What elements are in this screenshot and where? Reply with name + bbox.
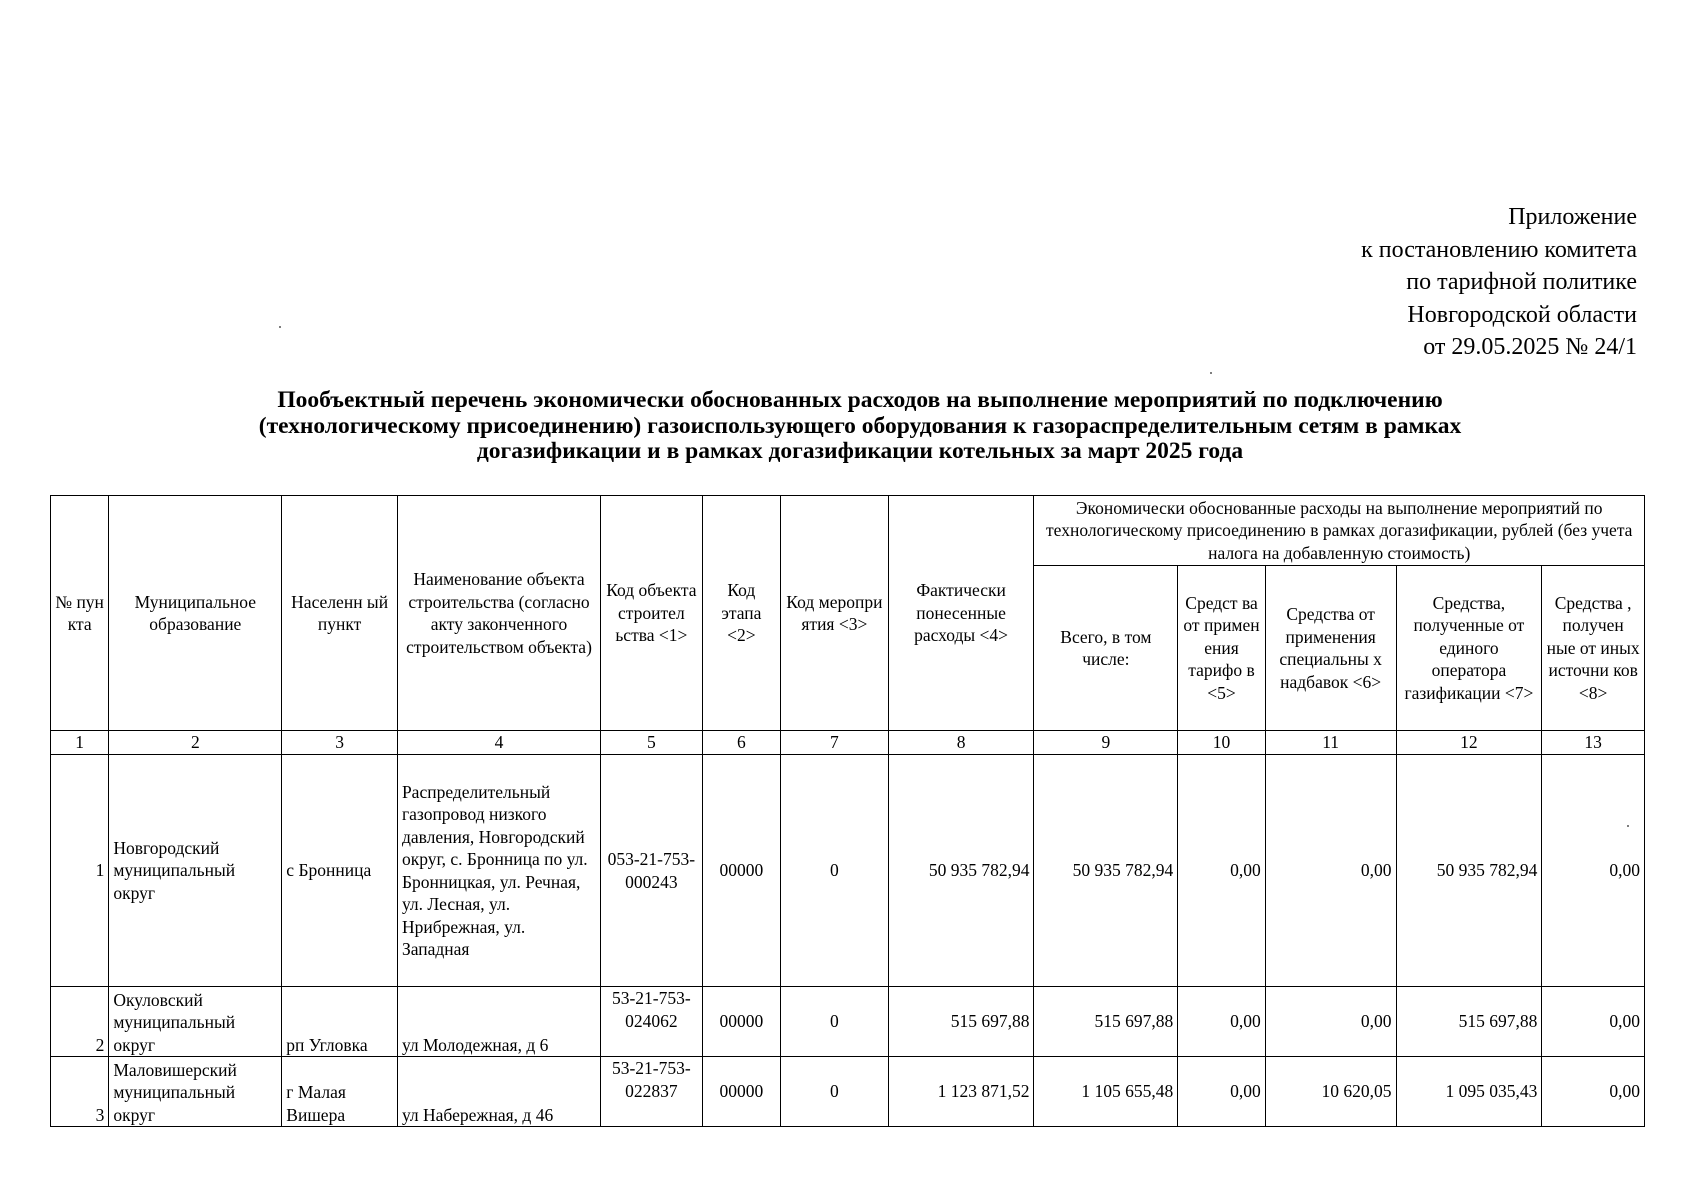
object-name-cell: ул Молодежная, д 6 bbox=[397, 987, 600, 1057]
stage-code-cell: 00000 bbox=[702, 987, 780, 1057]
object-code-cell: 53-21-753-024062 bbox=[601, 987, 703, 1057]
header-total: Всего, в том числе: bbox=[1034, 566, 1178, 731]
event-code-cell: 0 bbox=[781, 755, 889, 987]
column-number: 13 bbox=[1542, 731, 1645, 755]
header-event-code: Код меропри ятия <3> bbox=[781, 496, 889, 731]
header-actual-expenses: Фактически понесенные расходы <4> bbox=[888, 496, 1034, 731]
column-number: 5 bbox=[601, 731, 703, 755]
other-funds-cell: 0,00 bbox=[1542, 987, 1645, 1057]
column-number: 11 bbox=[1265, 731, 1396, 755]
header-item-number: № пун кта bbox=[51, 496, 109, 731]
header-group-expenses: Экономически обоснованные расходы на выполнение мероприятий по технологическому присоединению в рамках догазификации, рублей (без учета налога на добавленную стоимость) bbox=[1034, 496, 1645, 566]
column-number: 10 bbox=[1178, 731, 1265, 755]
settlement-cell: с Бронница bbox=[282, 755, 398, 987]
municipality-cell: Новгородский муниципальный округ bbox=[109, 755, 282, 987]
header-object-name: Наименование объекта строительства (согласно акту законченного строительством объекта) bbox=[397, 496, 600, 731]
row-number: 3 bbox=[51, 1057, 109, 1127]
row-number: 1 bbox=[51, 755, 109, 987]
header-tariff-funds: Средст ва от примен ения тарифо в <5> bbox=[1178, 566, 1265, 731]
municipality-cell: Маловишерский муниципальный округ bbox=[109, 1057, 282, 1127]
stage-code-cell: 00000 bbox=[702, 1057, 780, 1127]
header-row-1 bbox=[51, 496, 1645, 566]
scan-speck bbox=[1627, 825, 1629, 827]
total-cell: 1 105 655,48 bbox=[1034, 1057, 1178, 1127]
tariff-funds-cell: 0,00 bbox=[1178, 987, 1265, 1057]
column-number: 12 bbox=[1396, 731, 1542, 755]
operator-funds-cell: 515 697,88 bbox=[1396, 987, 1542, 1057]
actual-expenses-cell: 1 123 871,52 bbox=[888, 1057, 1034, 1127]
header-municipality: Муниципальное образование bbox=[109, 496, 282, 731]
column-number: 6 bbox=[702, 731, 780, 755]
column-number: 4 bbox=[397, 731, 600, 755]
appendix-line: Приложение bbox=[1508, 204, 1637, 230]
appendix-block bbox=[1117, 201, 1637, 364]
object-name-cell: Распределительный газопровод низкого давления, Новгородский округ, с. Бронница по ул. Бронницкая, ул. Речная, ул. Лесная, ул. Нрибрежная, ул. Западная bbox=[397, 755, 600, 987]
header-operator-funds: Средства, полученные от единого оператора газификации <7> bbox=[1396, 566, 1542, 731]
column-number: 9 bbox=[1034, 731, 1178, 755]
tariff-funds-cell: 0,00 bbox=[1178, 755, 1265, 987]
expenses-table bbox=[50, 495, 1645, 1127]
column-number: 1 bbox=[51, 731, 109, 755]
header-settlement: Населенн ый пункт bbox=[282, 496, 398, 731]
appendix-line: Новгородской области bbox=[1407, 301, 1637, 328]
total-cell: 50 935 782,94 bbox=[1034, 755, 1178, 987]
municipality-cell: Окуловский муниципальный округ bbox=[109, 987, 282, 1057]
column-number: 7 bbox=[781, 731, 889, 755]
table-row bbox=[51, 755, 1645, 987]
object-name-cell: ул Набережная, д 46 bbox=[397, 1057, 600, 1127]
header-stage-code: Код этапа <2> bbox=[702, 496, 780, 731]
column-number: 8 bbox=[888, 731, 1034, 755]
total-cell: 515 697,88 bbox=[1034, 987, 1178, 1057]
appendix-line: по тарифной политике bbox=[1406, 269, 1637, 295]
actual-expenses-cell: 515 697,88 bbox=[888, 987, 1034, 1057]
event-code-cell: 0 bbox=[781, 987, 889, 1057]
tariff-funds-cell: 0,00 bbox=[1178, 1057, 1265, 1127]
operator-funds-cell: 50 935 782,94 bbox=[1396, 755, 1542, 987]
settlement-cell: г Малая Вишера bbox=[282, 1057, 398, 1127]
header-other-funds: Средства , получен ные от иных источни ков <8> bbox=[1542, 566, 1645, 731]
document-title bbox=[100, 388, 1620, 465]
object-code-cell: 053-21-753-000243 bbox=[601, 755, 703, 987]
event-code-cell: 0 bbox=[781, 1057, 889, 1127]
header-object-code: Код объекта строител ьства <1> bbox=[601, 496, 703, 731]
settlement-cell: рп Угловка bbox=[282, 987, 398, 1057]
column-number: 2 bbox=[109, 731, 282, 755]
special-funds-cell: 10 620,05 bbox=[1265, 1057, 1396, 1127]
appendix-date-number: от 29.05.2025 № 24/1 bbox=[1423, 334, 1637, 360]
column-number-row bbox=[51, 731, 1645, 755]
operator-funds-cell: 1 095 035,43 bbox=[1396, 1057, 1542, 1127]
appendix-line: к постановлению комитета bbox=[1361, 236, 1637, 263]
other-funds-cell: 0,00 bbox=[1542, 755, 1645, 987]
title-line: (технологическому присоединению) газоиспользующего оборудования к газораспределительным сетям в рамках bbox=[258, 412, 1462, 439]
header-special-surcharge-funds: Средства от применения специальны х надбавок <6> bbox=[1265, 566, 1396, 731]
special-funds-cell: 0,00 bbox=[1265, 755, 1396, 987]
column-number: 3 bbox=[282, 731, 398, 755]
other-funds-cell: 0,00 bbox=[1542, 1057, 1645, 1127]
scan-speck bbox=[279, 326, 281, 328]
table-row bbox=[51, 1057, 1645, 1127]
stage-code-cell: 00000 bbox=[702, 755, 780, 987]
title-line: догазификации и в рамках догазификации котельных за март 2025 года bbox=[476, 438, 1244, 464]
actual-expenses-cell: 50 935 782,94 bbox=[888, 755, 1034, 987]
object-code-cell: 53-21-753-022837 bbox=[601, 1057, 703, 1127]
scan-speck bbox=[1210, 372, 1212, 374]
title-line: Пообъектный перечень экономически обоснованных расходов на выполнение мероприятий по подключению bbox=[277, 387, 1443, 413]
row-number: 2 bbox=[51, 987, 109, 1057]
table-row bbox=[51, 987, 1645, 1057]
special-funds-cell: 0,00 bbox=[1265, 987, 1396, 1057]
